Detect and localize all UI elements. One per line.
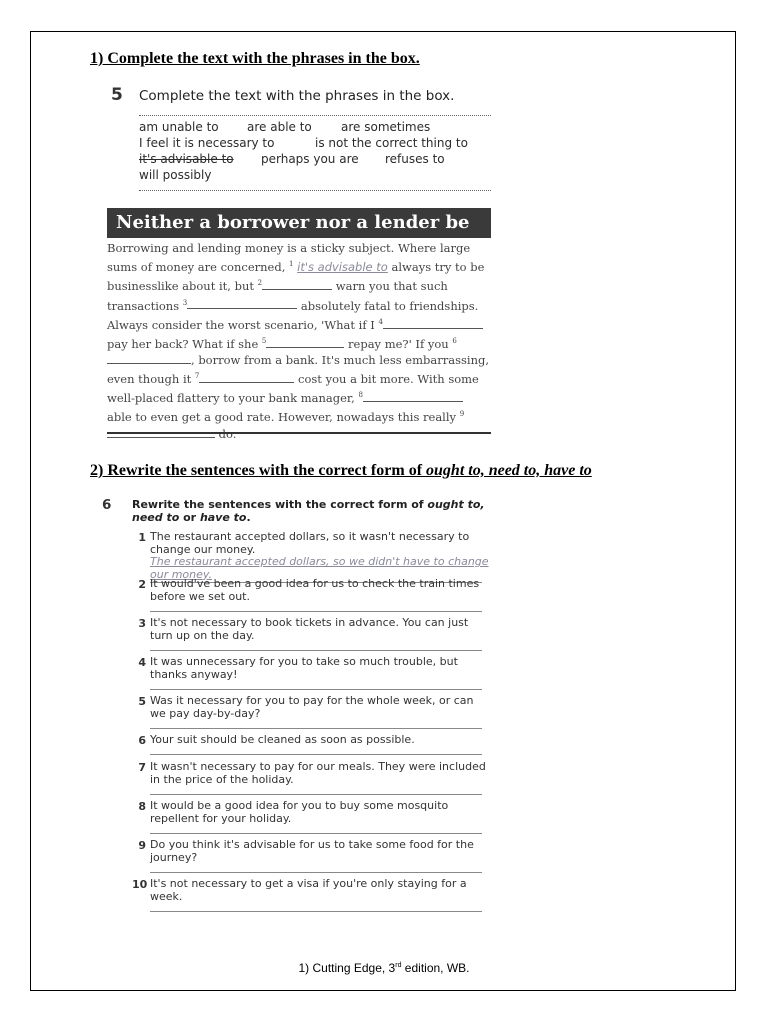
gap-number: 4 xyxy=(378,317,383,326)
phrase-option-used: it's advisable to xyxy=(139,152,234,166)
section-2-heading xyxy=(90,462,592,480)
item-sentence: It wasn't necessary to pay for our meals. They were included in the price of the holiday. xyxy=(150,760,486,786)
source-footnote xyxy=(31,961,737,975)
phrase-box-bottom-border xyxy=(139,190,491,191)
answer-line[interactable] xyxy=(150,794,482,795)
gap-number: 7 xyxy=(194,372,200,381)
gap-number: 3 xyxy=(182,298,188,307)
exercise-number: 6 xyxy=(102,497,112,513)
heading-italic-text: ought to, need to, have to xyxy=(426,462,592,479)
phrase-option: am unable to xyxy=(139,120,219,134)
model-answer: The restaurant accepted dollars, so we didn't have to change our money. xyxy=(150,555,489,581)
story-segment: cost you a bit more. With some well-placed flattery to your bank manager, xyxy=(107,372,479,406)
item-number: 3 xyxy=(138,617,146,630)
gap-number: 2 xyxy=(257,279,263,288)
story-segment: pay her back? What if she xyxy=(107,336,262,351)
title-italic: have to xyxy=(199,511,247,524)
gap-number: 9 xyxy=(459,410,465,419)
item-sentence: The restaurant accepted dollars, so it wasn't necessary to change our money. xyxy=(150,530,470,556)
phrase-option: I feel it is necessary to xyxy=(139,136,275,150)
phrase-option: will possibly xyxy=(139,168,212,182)
story-text xyxy=(107,240,491,442)
answer-line[interactable] xyxy=(150,611,482,612)
answer-line[interactable] xyxy=(150,833,482,834)
footnote-superscript: rd xyxy=(395,962,402,969)
answer-blank[interactable] xyxy=(199,371,294,383)
heading-text: 2) Rewrite the sentences with the correct form of xyxy=(90,462,427,479)
answer-line[interactable] xyxy=(150,911,482,912)
worksheet-page xyxy=(30,31,736,991)
gap-number: 5 xyxy=(261,336,267,345)
answer-line[interactable] xyxy=(150,754,482,755)
item-number: 10 xyxy=(132,878,148,891)
answer-blank[interactable] xyxy=(383,317,483,329)
phrase-option: are sometimes xyxy=(341,120,431,134)
item-number: 5 xyxy=(138,695,146,708)
answer-blank[interactable] xyxy=(363,390,463,402)
story-bottom-rule xyxy=(107,432,491,434)
exercise-5-scan xyxy=(105,84,495,444)
exercise-number: 5 xyxy=(111,85,123,105)
title-italic: ought to, need to xyxy=(132,498,485,524)
gap-number: 6 xyxy=(452,336,457,345)
item-sentence: It was unnecessary for you to take so much trouble, but thanks anyway! xyxy=(150,655,458,681)
exercise-title xyxy=(132,498,492,524)
item-number: 8 xyxy=(138,800,146,813)
phrase-option: perhaps you are xyxy=(261,152,359,166)
footnote-text: 1) Cutting Edge, 3 xyxy=(298,961,396,975)
gap-number: 1 xyxy=(289,260,294,269)
footnote-text: edition, WB. xyxy=(401,961,470,975)
story-segment: do. xyxy=(215,426,237,441)
phrase-option: refuses to xyxy=(385,152,445,166)
item-number: 7 xyxy=(138,761,146,774)
item-sentence: Do you think it's advisable for us to take some food for the journey? xyxy=(150,838,474,864)
story-segment: , xyxy=(191,352,195,367)
story-segment: borrow from a bank. It's much less embarrassing, even though it xyxy=(107,352,489,387)
item-sentence: It's not necessary to get a visa if you're only staying for a week. xyxy=(150,877,467,903)
item-sentence: It would've been a good idea for us to check the train times before we set out. xyxy=(150,577,480,603)
title-text: or xyxy=(179,511,200,524)
story-segment: absolutely fatal to friendships. Always consider the worst scenario, 'What if I xyxy=(107,298,479,332)
story-segment: Borrowing and lending money is a sticky subject. Where large sums of money are concerned, xyxy=(107,241,471,275)
phrase-option: is not the correct thing to xyxy=(315,136,468,150)
item-sentence: It's not necessary to book tickets in advance. You can just turn up on the day. xyxy=(150,616,469,642)
title-text: Rewrite the sentences with the correct form of xyxy=(132,498,428,511)
answer-line[interactable] xyxy=(150,872,482,873)
answer-line[interactable] xyxy=(150,650,482,651)
item-number: 1 xyxy=(138,531,146,544)
story-segment: warn you that such transactions xyxy=(107,279,448,313)
item-number: 9 xyxy=(138,839,146,852)
answer-line[interactable] xyxy=(150,728,482,729)
exercise-title: Complete the text with the phrases in the box. xyxy=(139,88,455,104)
answer-blank[interactable] xyxy=(107,352,191,364)
gap-number: 8 xyxy=(358,391,363,400)
section-1-heading: 1) Complete the text with the phrases in the box. xyxy=(90,50,420,67)
item-sentence: Your suit should be cleaned as soon as possible. xyxy=(150,733,415,746)
story-segment: repay me?' If you xyxy=(344,336,453,351)
item-number: 2 xyxy=(138,578,146,591)
story-title: Neither a borrower nor a lender be xyxy=(107,208,491,238)
item-content xyxy=(150,531,490,581)
answer-blank[interactable] xyxy=(262,278,332,290)
answer-blank[interactable] xyxy=(187,297,297,309)
item-sentence: It would be a good idea for you to buy some mosquito repellent for your holiday. xyxy=(150,799,449,825)
item-number: 6 xyxy=(138,734,146,747)
example-answer: it's advisable to xyxy=(297,260,388,275)
phrase-option: are able to xyxy=(247,120,312,134)
story-segment: able to even get a good rate. However, nowadays this really xyxy=(107,410,460,425)
answer-blank[interactable] xyxy=(266,336,344,348)
title-text: . xyxy=(246,511,251,524)
answer-line[interactable] xyxy=(150,689,482,690)
item-number: 4 xyxy=(138,656,146,669)
story-segment: always try to be businesslike about it, but xyxy=(107,260,485,294)
phrase-box-top-border xyxy=(139,115,491,116)
item-sentence: Was it necessary for you to pay for the whole week, or can we pay day-by-day? xyxy=(150,694,474,720)
exercise-6-scan xyxy=(101,496,495,926)
